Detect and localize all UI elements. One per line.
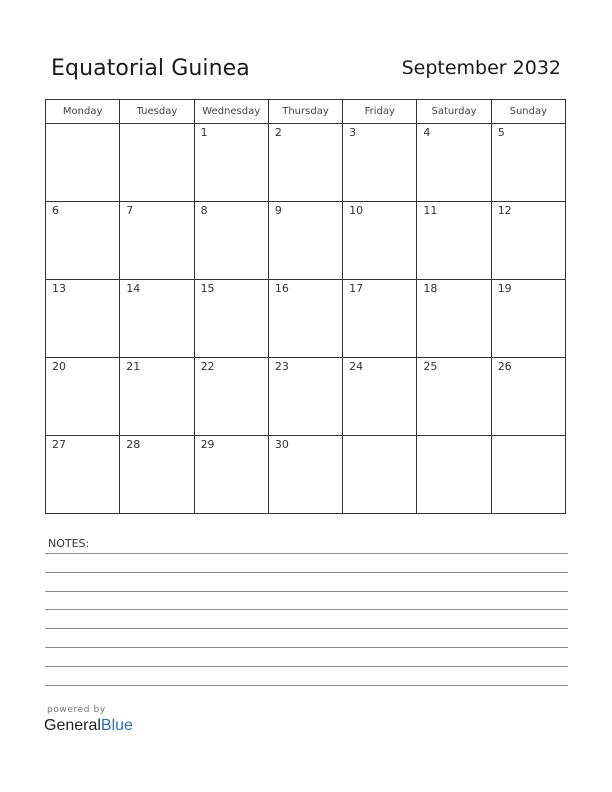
day-cell — [491, 358, 565, 436]
week-row — [46, 280, 566, 358]
weekday-sunday: Sunday — [491, 100, 565, 124]
week-row — [46, 124, 566, 202]
day-number: 15 — [200, 282, 215, 295]
notes-line — [45, 553, 568, 554]
day-number — [343, 436, 416, 438]
weekday-wednesday: Wednesday — [194, 100, 268, 124]
day-number: 12 — [497, 204, 512, 217]
week-row — [46, 358, 566, 436]
day-number: 24 — [349, 360, 364, 373]
day-number: 17 — [349, 282, 364, 295]
day-cell — [120, 280, 194, 358]
day-number: 30 — [274, 438, 289, 451]
brand-blue-text: Blue — [100, 717, 133, 734]
day-number: 3 — [349, 126, 357, 139]
weekday-thursday: Thursday — [268, 100, 342, 124]
day-number: 6 — [52, 204, 59, 217]
weekday-saturday: Saturday — [417, 100, 491, 124]
weekday-header-row — [46, 100, 566, 124]
day-cell — [194, 358, 268, 436]
weekday-tuesday: Tuesday — [120, 100, 194, 124]
page-title: Equatorial Guinea — [51, 56, 250, 81]
day-cell — [268, 124, 342, 202]
day-cell — [343, 280, 417, 358]
day-cell — [417, 202, 491, 280]
notes-line — [45, 572, 568, 573]
day-cell — [46, 280, 120, 358]
day-number: 10 — [349, 204, 364, 217]
day-cell — [120, 436, 194, 514]
day-number — [492, 436, 565, 438]
notes-line — [45, 591, 568, 592]
day-number: 19 — [497, 282, 512, 295]
day-cell — [194, 280, 268, 358]
day-number: 26 — [497, 360, 512, 373]
day-number: 16 — [274, 282, 289, 295]
notes-line — [45, 685, 568, 686]
calendar-grid — [45, 99, 566, 514]
day-cell — [46, 202, 120, 280]
day-cell — [120, 202, 194, 280]
weekday-monday: Monday — [46, 100, 120, 124]
day-number: 13 — [52, 282, 66, 295]
day-number: 2 — [274, 126, 282, 139]
notes-label: NOTES: — [48, 537, 90, 550]
day-number: 5 — [497, 126, 505, 139]
day-cell — [46, 436, 120, 514]
day-cell — [417, 280, 491, 358]
day-cell — [417, 436, 491, 514]
day-number: 9 — [274, 204, 282, 217]
day-cell — [417, 124, 491, 202]
month-label: September 2032 — [401, 57, 561, 79]
notes-line — [45, 666, 568, 667]
day-number: 14 — [126, 282, 141, 295]
notes-line — [45, 609, 568, 610]
day-number: 4 — [423, 126, 431, 139]
day-cell — [120, 124, 194, 202]
day-number: 1 — [200, 126, 208, 139]
day-number — [120, 124, 193, 126]
week-row — [46, 436, 566, 514]
brand-general-text: General — [44, 717, 101, 734]
day-cell — [343, 202, 417, 280]
day-number: 20 — [52, 360, 66, 373]
day-cell — [268, 358, 342, 436]
day-number — [46, 124, 119, 126]
day-cell — [491, 124, 565, 202]
powered-by-text: powered by — [47, 705, 106, 715]
day-cell — [194, 436, 268, 514]
day-cell — [343, 436, 417, 514]
day-number: 18 — [423, 282, 438, 295]
day-cell — [268, 436, 342, 514]
day-number: 25 — [423, 360, 438, 373]
day-cell — [46, 358, 120, 436]
notes-line — [45, 628, 568, 629]
day-number — [417, 436, 490, 438]
day-cell — [417, 358, 491, 436]
day-number: 21 — [126, 360, 141, 373]
notes-line — [45, 647, 568, 648]
day-cell — [343, 124, 417, 202]
weekday-friday: Friday — [343, 100, 417, 124]
day-number: 29 — [200, 438, 215, 451]
week-row — [46, 202, 566, 280]
day-number: 11 — [423, 204, 438, 217]
day-cell — [46, 124, 120, 202]
day-cell — [194, 124, 268, 202]
day-number: 23 — [274, 360, 289, 373]
day-cell — [194, 202, 268, 280]
day-cell — [120, 358, 194, 436]
day-cell — [491, 202, 565, 280]
day-cell — [491, 280, 565, 358]
day-cell — [268, 280, 342, 358]
day-number: 7 — [126, 204, 134, 217]
day-number: 22 — [200, 360, 215, 373]
calendar-body — [46, 124, 566, 514]
day-number: 27 — [52, 438, 66, 451]
day-cell — [491, 436, 565, 514]
day-cell — [343, 358, 417, 436]
day-number: 28 — [126, 438, 141, 451]
generalblue-logo — [44, 717, 133, 735]
day-number: 8 — [200, 204, 208, 217]
day-cell — [268, 202, 342, 280]
